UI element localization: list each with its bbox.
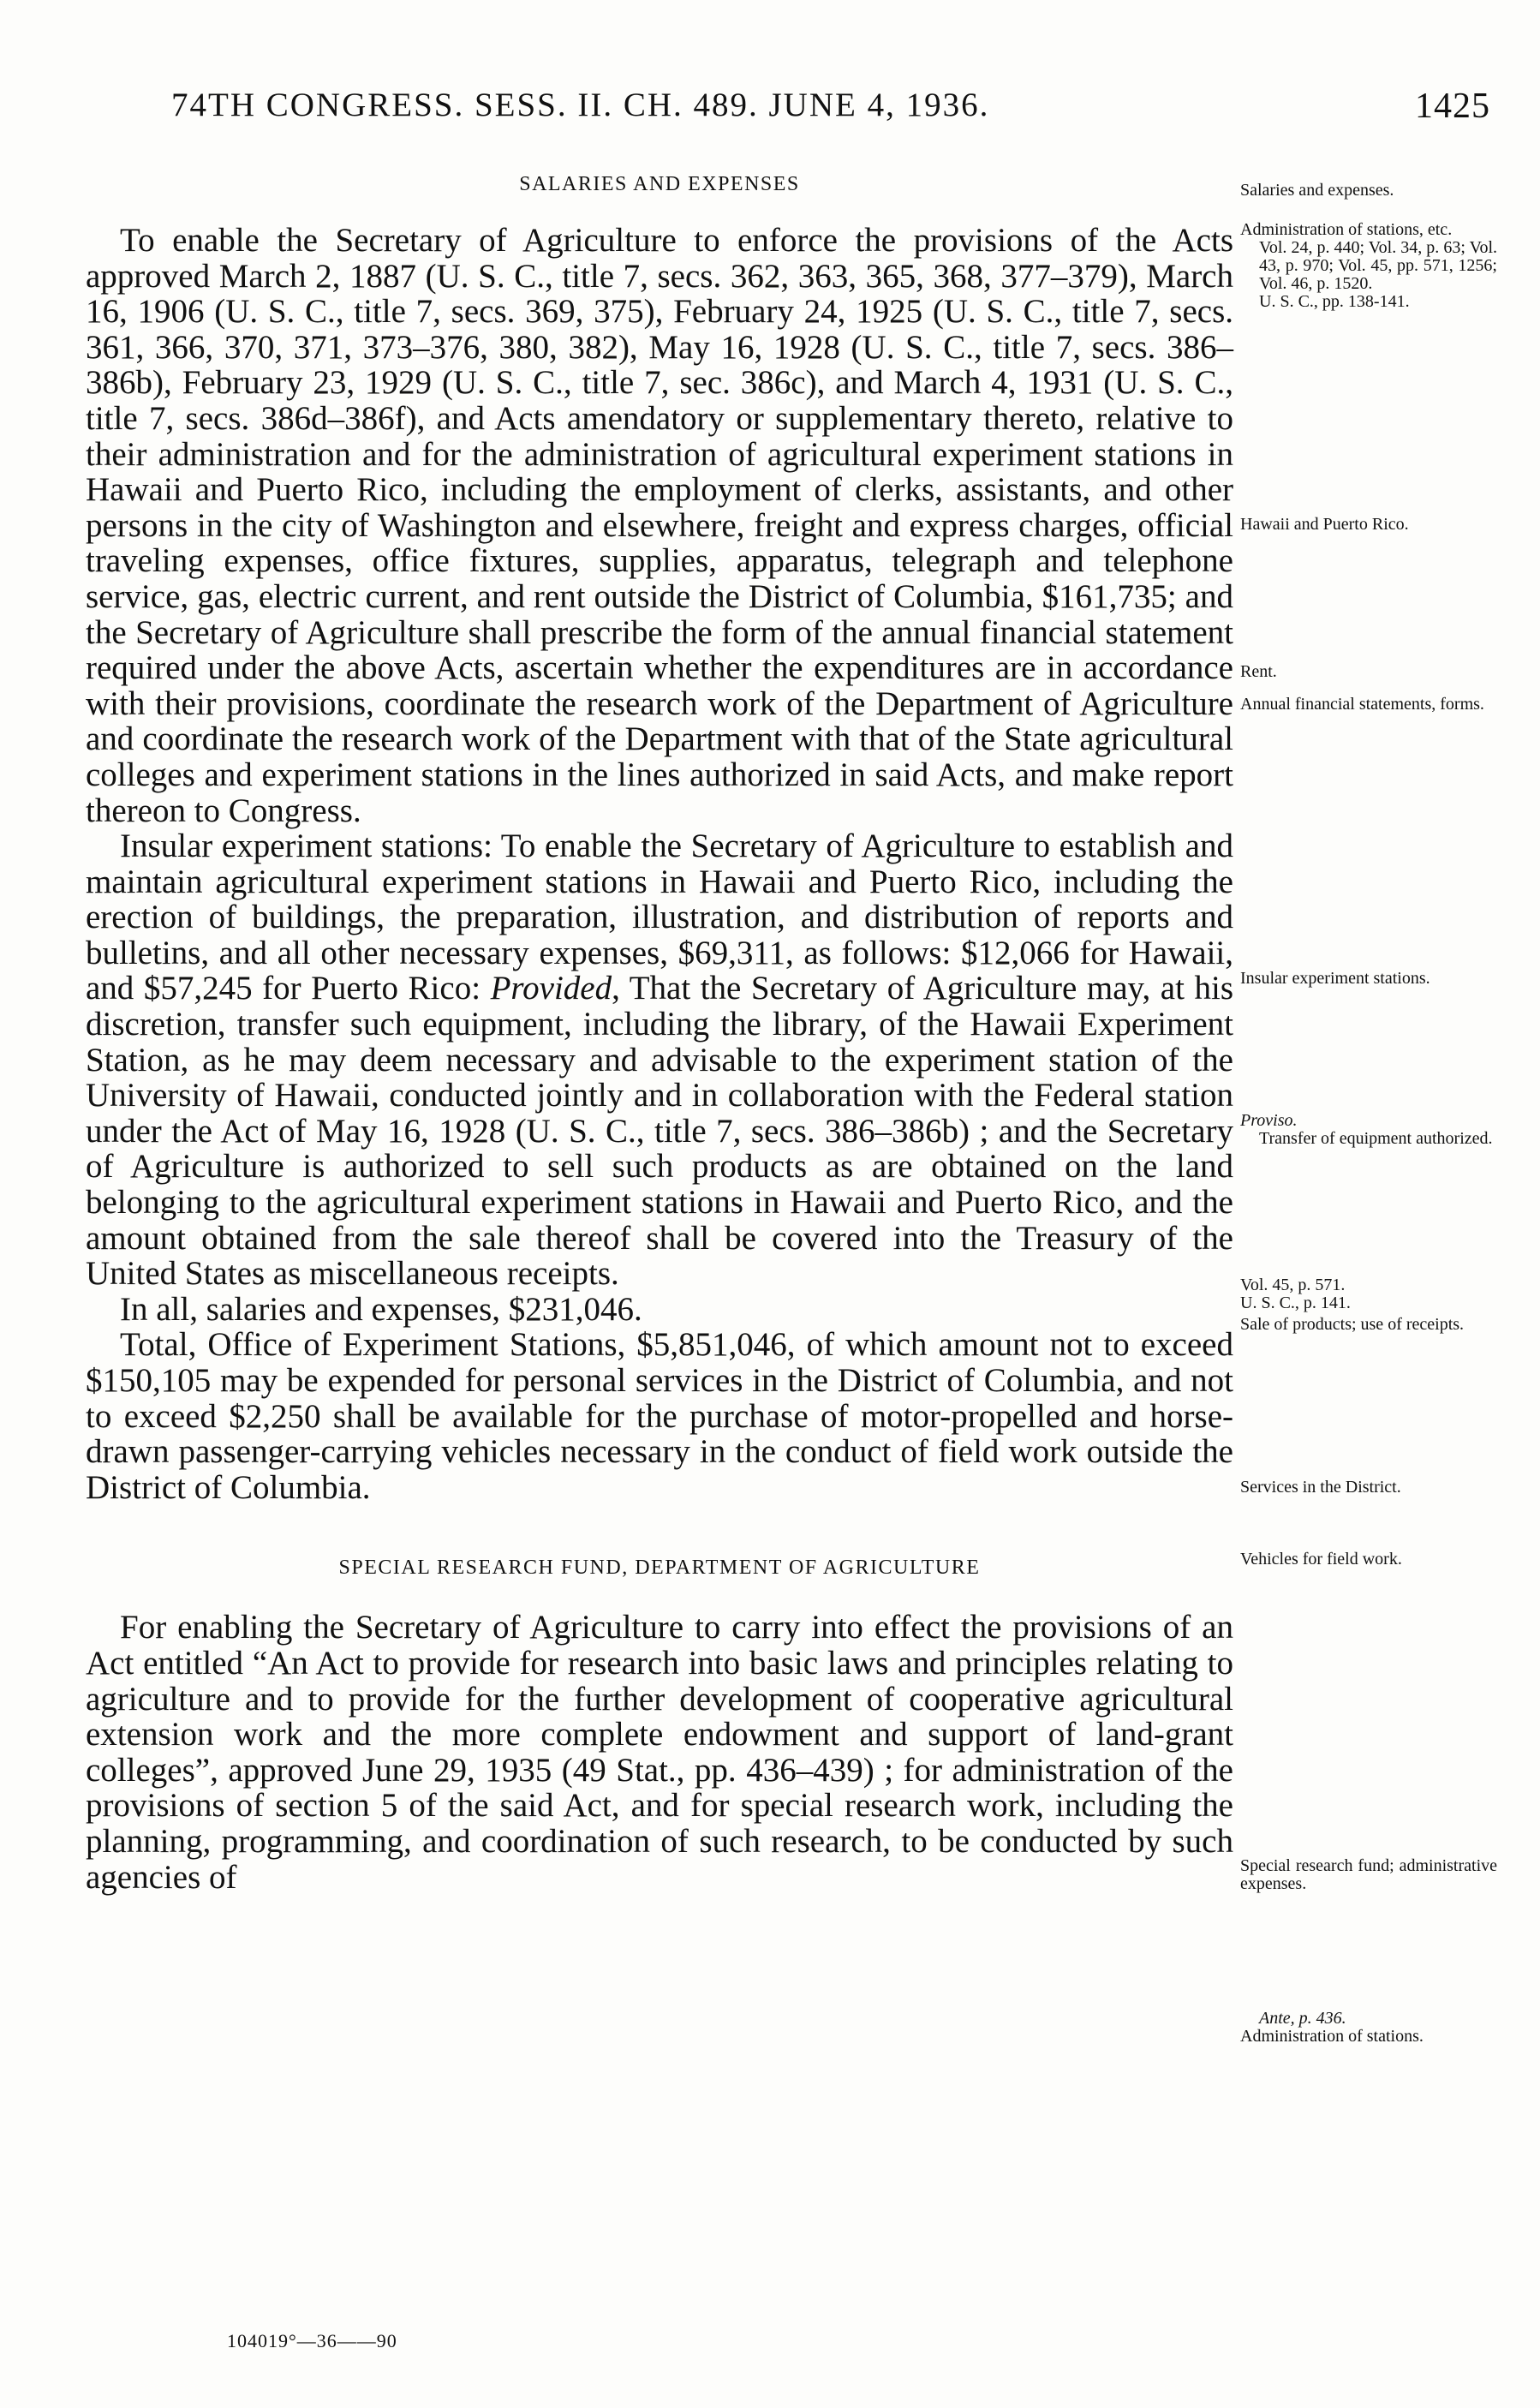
margin-note-insular: Insular experiment stations. [1240,969,1430,988]
paragraph-insular-text-start: Insular experiment stations: To enable the Secretary of Agriculture to establish and maintain agricultural experiment stations in Hawaii and Puerto Rico, including the erection of buildings, the preparation, illustration, and distribution of reports and bulletins, and all other necessary expenses, $69,311, as follows: $12,066 for Hawaii, and $57,245 for Puerto Rico: [86,828,1233,1007]
margin-note-hawaii: Hawaii and Puerto Rico. [1240,515,1409,534]
margin-note-admin-volumes: Vol. 24, p. 440; Vol. 34, p. 63; Vol. 43, p. 970; Vol. 45, pp. 571, 1256; Vol. 46, p. 1520. [1259,238,1497,293]
paragraph-in-all: In all, salaries and expenses, $231,046. [120,1290,642,1328]
provided-italic: Provided [490,970,612,1007]
paragraph-salaries-expenses: To enable the Secretary of Agriculture to enforce the provisions of the Acts approved March 2, 1887 (U. S. C., title 7, secs. 362, 363, 365, 368, 377–379), March 16, 1906 (U. S. C., title 7, secs. 369, 375), February 24, 1925 (U. S. C., title 7, secs. 361, 366, 370, 371, 373–376, 380, 382), May 16, 1928 (U. S. C., title 7, secs. 386–386b), February 23, 1929 (U. S. C., title 7, sec. 386c), and March 4, 1931 (U. S. C., title 7, secs. 386d–386f), and Acts amendatory or supplementary thereto, relative to their administration and for the administration of agricultural experiment stations in Hawaii and Puerto Rico, including the employment of clerks, assistants, and other persons in the city of Washington and elsewhere, freight and express charges, official traveling expenses, office fixtures, supplies, apparatus, telegraph and telephone service, gas, electric current, and rent outside the District of Columbia, $161,735; and the Secretary of Agriculture shall prescribe the form of the annual financial statement required under the above Acts, ascertain whether the expenditures are in accordance with their provisions, coordinate the research work of the Department of Agriculture and coordinate the research work of the Department with that of the State agricultural colleges and experiment stations in the lines authorized in said Acts, and make report thereon to Congress. [86,222,1233,829]
margin-note-administration [1240,221,1497,311]
margin-note-admin-usc: U. S. C., pp. 138-141. [1259,292,1410,311]
page-header [86,86,1490,137]
margin-note-citation [1240,1276,1497,1312]
paragraph-insular-text-end: , That the Secretary of Agriculture may, at his discretion, transfer such equipment, including the library, of the Hawaii Experiment Station, as he may deem necessary and advisable to the experiment station of the University of Hawaii, conducted jointly and in collaboration with the Federal station under the Act of May 16, 1928 (U. S. C., title 7, secs. 386–386b) ; and the Secretary of Agriculture is authorized to sell such products as are obtained on the land belonging to the agricultural experiment stations in Hawaii and Puerto Rico, and the amount obtained from the sale thereof shall be covered into the Treasury of the United States as miscellaneous receipts. [86,970,1233,1293]
ante-italic: Ante, p. 436. [1259,2009,1346,2028]
margin-note-rent: Rent. [1240,662,1277,681]
margin-note-ante-ref [1240,2010,1497,2028]
page-number: 1425 [1415,87,1490,126]
printer-code: 104019°—36——90 [227,2330,397,2351]
margin-note-annual: Annual financial statements, forms. [1240,695,1484,714]
margin-note-services: Services in the District. [1240,1478,1401,1497]
paragraph-special-research: For enabling the Secretary of Agriculture to carry into effect the provisions of an Act entitled “An Act to provide for research into basic laws and principles relating to agriculture and to provide for the further development of cooperative agricultural extension work and the more complete endowment and support of land-grant colleges”, approved June 29, 1935 (49 Stat., pp. 436–439) ; for administration of the provisions of section 5 of the said Act, and for special research work, including the planning, programming, and coordination of such research, to be conducted by such agencies of [86,1609,1233,1896]
main-text-column [86,171,1233,1895]
margin-note-vol45: Vol. 45, p. 571. [1240,1276,1346,1294]
paragraph-total: Total, Office of Experiment Stations, $5,851,046, of which amount not to exceed $150,105 may be expended for personal services in the District of Columbia, and not to exceed $2,250 shall be available for the purchase of motor-propelled and horse-drawn passenger-carrying vehicles necessary in the conduct of field work outside the District of Columbia. [86,1326,1233,1506]
margin-note-transfer: Transfer of equipment authorized. [1259,1129,1493,1148]
running-head: 74TH CONGRESS. SESS. II. CH. 489. JUNE 4, 1936. [171,87,990,123]
margin-note-usc141: U. S. C., p. 141. [1240,1294,1351,1312]
section-heading-salaries: SALARIES AND EXPENSES [519,173,800,195]
margin-note-special-fund: Special research fund; administrative expenses. [1240,1856,1497,1893]
margin-note-proviso [1240,1112,1497,1148]
margin-note-salaries: Salaries and expenses. [1240,181,1394,200]
margin-note-admin-stations: Administration of stations. [1240,2027,1424,2046]
section-heading-special-research: SPECIAL RESEARCH FUND, DEPARTMENT OF AGRICULTURE [338,1557,981,1580]
margin-note-admin-title: Administration of stations, etc. [1240,220,1453,239]
margin-note-ante [1240,2010,1497,2046]
paragraph-insular-stations [86,828,1233,1292]
margin-note-proviso-label [1240,1112,1497,1130]
margin-note-sale: Sale of products; use of receipts. [1240,1315,1465,1334]
margin-note-vehicles: Vehicles for field work. [1240,1550,1402,1568]
proviso-italic: Proviso. [1240,1111,1298,1130]
